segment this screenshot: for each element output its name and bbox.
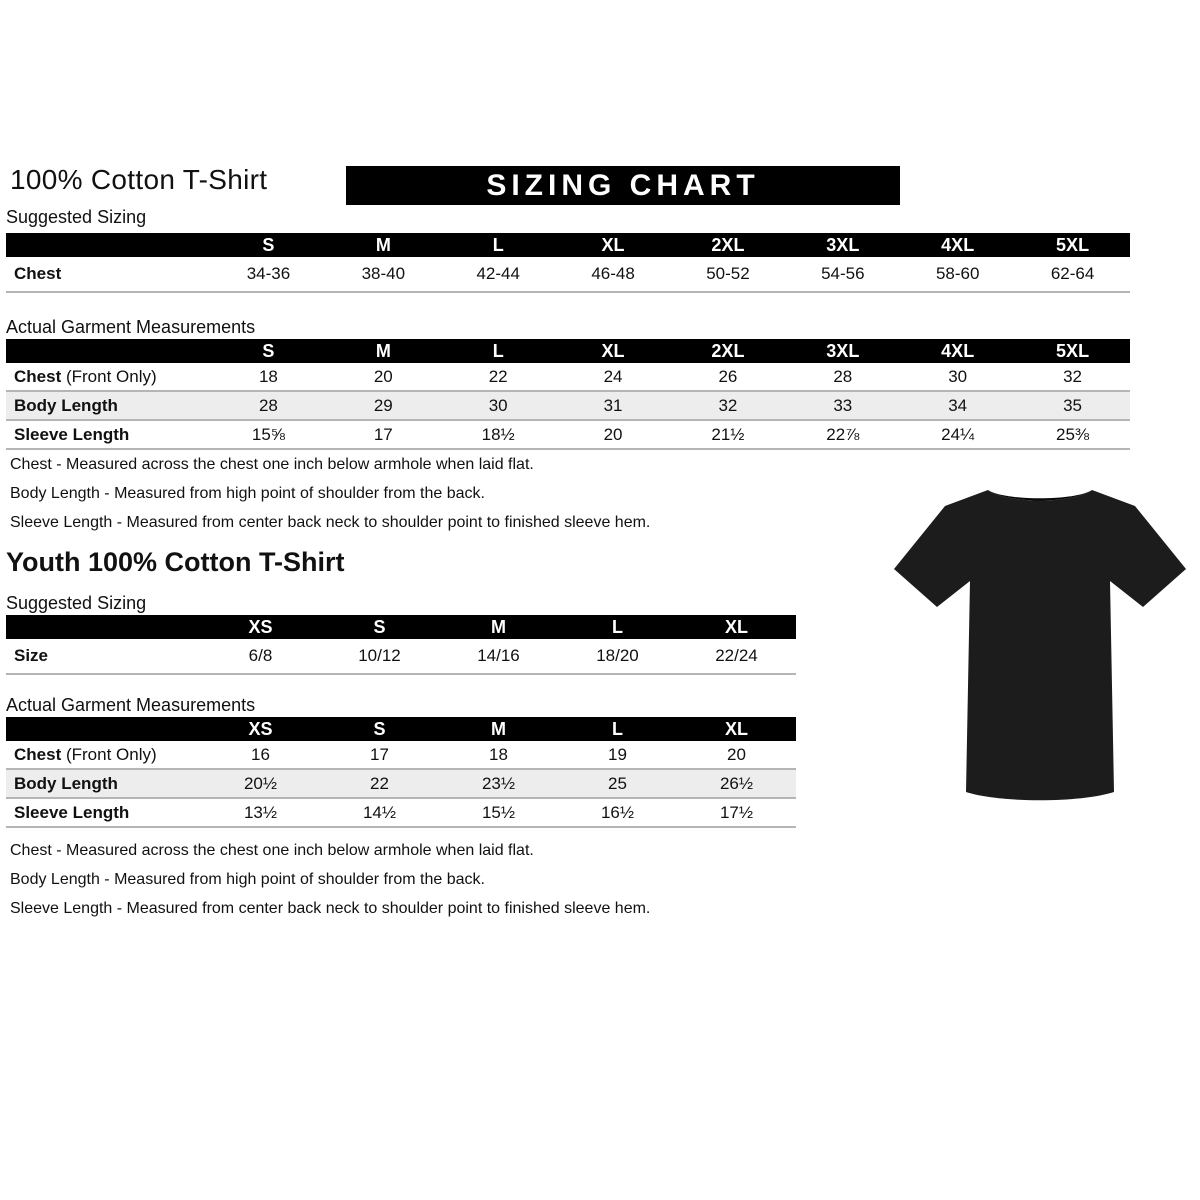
table-cell: 46-48 bbox=[556, 257, 671, 292]
row-label: Chest (Front Only) bbox=[6, 363, 211, 391]
table-cell: 17½ bbox=[677, 798, 796, 827]
note-line: Body Length - Measured from high point of shoulder from the back. bbox=[10, 871, 485, 888]
header-cell: 2XL bbox=[671, 233, 786, 257]
table-cell: 16 bbox=[201, 741, 320, 769]
table-cell: 30 bbox=[441, 391, 556, 420]
table-cell: 28 bbox=[785, 363, 900, 391]
table-row bbox=[6, 420, 1130, 449]
row-label: Chest bbox=[6, 257, 211, 292]
header-cell: L bbox=[441, 233, 556, 257]
table-cell: 33 bbox=[785, 391, 900, 420]
table-cell: 30 bbox=[900, 363, 1015, 391]
table-cell: 58-60 bbox=[900, 257, 1015, 292]
note-line: Body Length - Measured from high point of shoulder from the back. bbox=[10, 485, 485, 502]
youth-actual-table bbox=[6, 717, 796, 828]
black-tshirt-image bbox=[890, 476, 1190, 816]
header-cell: 4XL bbox=[900, 233, 1015, 257]
table-cell: 22 bbox=[320, 769, 439, 798]
header-cell: S bbox=[211, 339, 326, 363]
row-label: Sleeve Length bbox=[6, 798, 201, 827]
table-cell: 42-44 bbox=[441, 257, 556, 292]
table-cell: 24¼ bbox=[900, 420, 1015, 449]
header-cell: S bbox=[320, 717, 439, 741]
table-cell: 32 bbox=[1015, 363, 1130, 391]
table-cell: 20 bbox=[326, 363, 441, 391]
table-cell: 32 bbox=[671, 391, 786, 420]
table-cell: 18/20 bbox=[558, 639, 677, 674]
youth-suggested-table bbox=[6, 615, 796, 675]
table-cell: 6/8 bbox=[201, 639, 320, 674]
table-row bbox=[6, 741, 796, 769]
table-cell: 28 bbox=[211, 391, 326, 420]
adult-actual-measurements-label: Actual Garment Measurements bbox=[6, 317, 256, 337]
header-cell: 2XL bbox=[671, 339, 786, 363]
header-cell: XL bbox=[677, 717, 796, 741]
table-cell: 31 bbox=[556, 391, 671, 420]
row-label: Body Length bbox=[6, 391, 211, 420]
note-line: Sleeve Length - Measured from center back neck to shoulder point to finished sleeve hem. bbox=[10, 900, 651, 917]
header-row bbox=[6, 615, 796, 639]
table-cell: 22⅞ bbox=[785, 420, 900, 449]
table-row bbox=[6, 639, 796, 674]
header-cell: M bbox=[439, 615, 558, 639]
header-cell: XS bbox=[201, 717, 320, 741]
youth-suggested-sizing-label: Suggested Sizing bbox=[6, 593, 147, 613]
header-cell: L bbox=[441, 339, 556, 363]
table-row bbox=[6, 769, 796, 798]
header-cell: XL bbox=[677, 615, 796, 639]
table-cell: 14½ bbox=[320, 798, 439, 827]
table-row bbox=[6, 363, 1130, 391]
table-cell: 26 bbox=[671, 363, 786, 391]
youth-actual-measurements-label: Actual Garment Measurements bbox=[6, 695, 256, 715]
table-cell: 34-36 bbox=[211, 257, 326, 292]
note-line: Chest - Measured across the chest one inch below armhole when laid flat. bbox=[10, 842, 534, 859]
header-cell: S bbox=[320, 615, 439, 639]
adult-actual-table bbox=[6, 339, 1130, 450]
note-line: Chest - Measured across the chest one inch below armhole when laid flat. bbox=[10, 456, 534, 473]
adult-suggested-sizing-label: Suggested Sizing bbox=[6, 207, 147, 227]
header-cell: S bbox=[211, 233, 326, 257]
table-cell: 54-56 bbox=[785, 257, 900, 292]
table-cell: 10/12 bbox=[320, 639, 439, 674]
table-cell: 24 bbox=[556, 363, 671, 391]
table-cell: 35 bbox=[1015, 391, 1130, 420]
adult-measurement-notes bbox=[10, 456, 650, 543]
header-cell bbox=[6, 233, 211, 257]
table-cell: 19 bbox=[558, 741, 677, 769]
header-cell: M bbox=[326, 233, 441, 257]
header-cell bbox=[6, 717, 201, 741]
header-cell: XL bbox=[556, 339, 671, 363]
table-cell: 38-40 bbox=[326, 257, 441, 292]
table-cell: 20 bbox=[677, 741, 796, 769]
header-cell: 3XL bbox=[785, 339, 900, 363]
table-cell: 21½ bbox=[671, 420, 786, 449]
table-cell: 22 bbox=[441, 363, 556, 391]
header-cell: XL bbox=[556, 233, 671, 257]
header-cell: M bbox=[326, 339, 441, 363]
table-cell: 25 bbox=[558, 769, 677, 798]
table-cell: 17 bbox=[320, 741, 439, 769]
table-cell: 18 bbox=[211, 363, 326, 391]
header-cell: 5XL bbox=[1015, 233, 1130, 257]
table-cell: 18 bbox=[439, 741, 558, 769]
row-label: Body Length bbox=[6, 769, 201, 798]
table-cell: 50-52 bbox=[671, 257, 786, 292]
table-cell: 15½ bbox=[439, 798, 558, 827]
header-cell: L bbox=[558, 717, 677, 741]
row-label: Size bbox=[6, 639, 201, 674]
header-row bbox=[6, 339, 1130, 363]
header-cell: 3XL bbox=[785, 233, 900, 257]
table-cell: 17 bbox=[326, 420, 441, 449]
adult-suggested-table bbox=[6, 233, 1130, 293]
sizing-chart-banner: SIZING CHART bbox=[346, 166, 900, 205]
table-cell: 18½ bbox=[441, 420, 556, 449]
table-cell: 20½ bbox=[201, 769, 320, 798]
table-cell: 34 bbox=[900, 391, 1015, 420]
header-row bbox=[6, 233, 1130, 257]
youth-title: Youth 100% Cotton T-Shirt bbox=[6, 547, 345, 577]
header-cell: M bbox=[439, 717, 558, 741]
table-row bbox=[6, 391, 1130, 420]
table-cell: 20 bbox=[556, 420, 671, 449]
header-row bbox=[6, 717, 796, 741]
table-cell: 25⅜ bbox=[1015, 420, 1130, 449]
table-cell: 14/16 bbox=[439, 639, 558, 674]
row-label: Sleeve Length bbox=[6, 420, 211, 449]
note-line: Sleeve Length - Measured from center back neck to shoulder point to finished sleeve hem. bbox=[10, 514, 651, 531]
header-cell: 5XL bbox=[1015, 339, 1130, 363]
table-row bbox=[6, 257, 1130, 292]
table-cell: 23½ bbox=[439, 769, 558, 798]
table-cell: 22/24 bbox=[677, 639, 796, 674]
row-label: Chest (Front Only) bbox=[6, 741, 201, 769]
header-cell: XS bbox=[201, 615, 320, 639]
header-cell: 4XL bbox=[900, 339, 1015, 363]
youth-measurement-notes bbox=[10, 842, 650, 929]
header-cell bbox=[6, 339, 211, 363]
table-cell: 16½ bbox=[558, 798, 677, 827]
table-cell: 62-64 bbox=[1015, 257, 1130, 292]
table-cell: 15⅝ bbox=[211, 420, 326, 449]
adult-title: 100% Cotton T-Shirt bbox=[10, 164, 268, 195]
table-row bbox=[6, 798, 796, 827]
table-cell: 29 bbox=[326, 391, 441, 420]
table-cell: 13½ bbox=[201, 798, 320, 827]
table-cell: 26½ bbox=[677, 769, 796, 798]
header-cell: L bbox=[558, 615, 677, 639]
header-cell bbox=[6, 615, 201, 639]
